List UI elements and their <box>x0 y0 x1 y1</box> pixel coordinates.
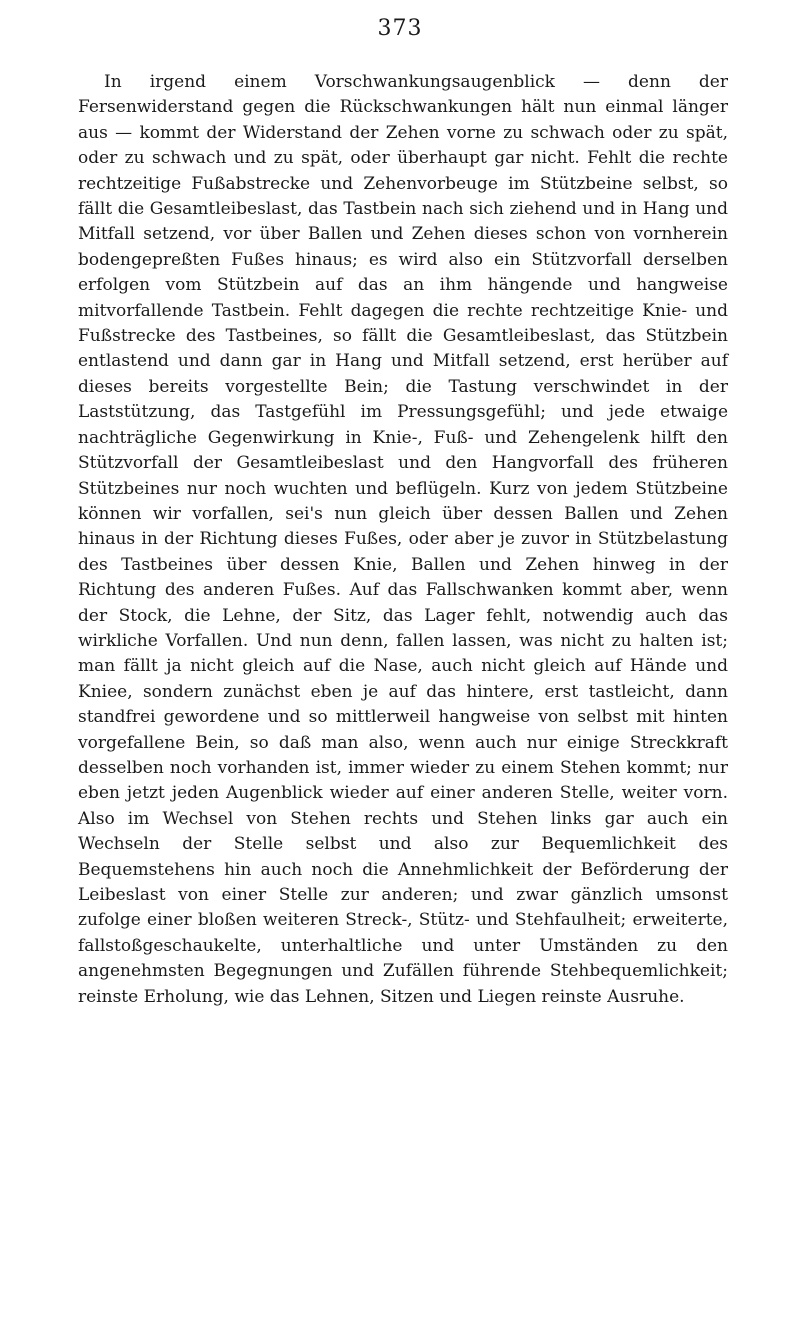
body-paragraph: In irgend einem Vorschwankungsaugenblick — denn der Fersenwiderstand gegen die Rückschwankungen hält nun einmal länger aus — kommt der Widerstand der Zehen vorne zu schwach oder zu spät, oder zu schwach und zu spät, oder überhaupt gar nicht. Fehlt die rechte rechtzeitige Fußabstrecke und Zehenvorbeuge im Stützbeine selbst, so fällt die Gesamtleibeslast, das Tastbein nach sich ziehend und in Hang und Mitfall setzend, vor über Ballen und Zehen dieses schon von vornherein bodengepreßten Fußes hinaus; es wird also ein Stützvorfall derselben erfolgen vom Stützbein auf das an ihm hängende und hangweise mitvorfallende Tastbein. Fehlt dagegen die rechte rechtzeitige Knie- und Fußstrecke des Tastbeines, so fällt die Gesamtleibeslast, das Stützbein entlastend und dann gar in Hang und Mitfall setzend, erst herüber auf dieses bereits vorgestellte Bein; die Tastung verschwindet in der Laststützung, das Tastgefühl im Pressungsgefühl; und jede etwaige nachträgliche Gegenwirkung in Knie-, Fuß- und Zehengelenk hilft den Stützvorfall der Gesamtleibeslast und den Hangvorfall des früheren Stützbeines nur noch wuchten und beflügeln. Kurz von jedem Stützbeine können wir vorfallen, sei's nun gleich über dessen Ballen und Zehen hinaus in der Richtung dieses Fußes, oder aber je zuvor in Stützbelastung des Tastbeines über dessen Knie, Ballen und Zehen hinweg in der Richtung des anderen Fußes. Auf das Fallschwanken kommt aber, wenn der Stock, die Lehne, der Sitz, das Lager fehlt, notwendig auch das wirkliche Vorfallen. Und nun denn, fallen lassen, was nicht zu halten ist; man fällt ja nicht gleich auf die Nase, auch nicht gleich auf Hände und Kniee, sondern zunächst eben je auf das hintere, erst tastleicht, dann standfrei gewordene und so mittlerweil hangweise von selbst mit hinten vorgefallene Bein, so daß man also, wenn auch nur einige Streckkraft desselben noch vorhanden ist, immer wieder zu einem Stehen kommt; nur eben jetzt jeden Augenblick wieder auf einer anderen Stelle, weiter vorn. Also im Wechsel von Stehen rechts und Stehen links gar auch ein Wechseln der Stelle selbst und also zur Bequemlichkeit des Bequemstehens hin auch noch die Annehmlichkeit der Beförderung der Leibeslast von einer Stelle zur anderen; und zwar gänzlich umsonst zufolge einer bloßen weiteren Streck-, Stütz- und Stehfaulheit; erweiterte, fallstoßgeschaukelte, unterhaltliche und unter Umständen zu den angenehmsten Begegnungen und Zufällen führende Stehbequemlichkeit; reinste Erholung, wie das Lehnen, Sitzen und Liegen reinste Ausruhe. <box>78 72 728 1007</box>
page-number: 373 <box>377 16 423 41</box>
